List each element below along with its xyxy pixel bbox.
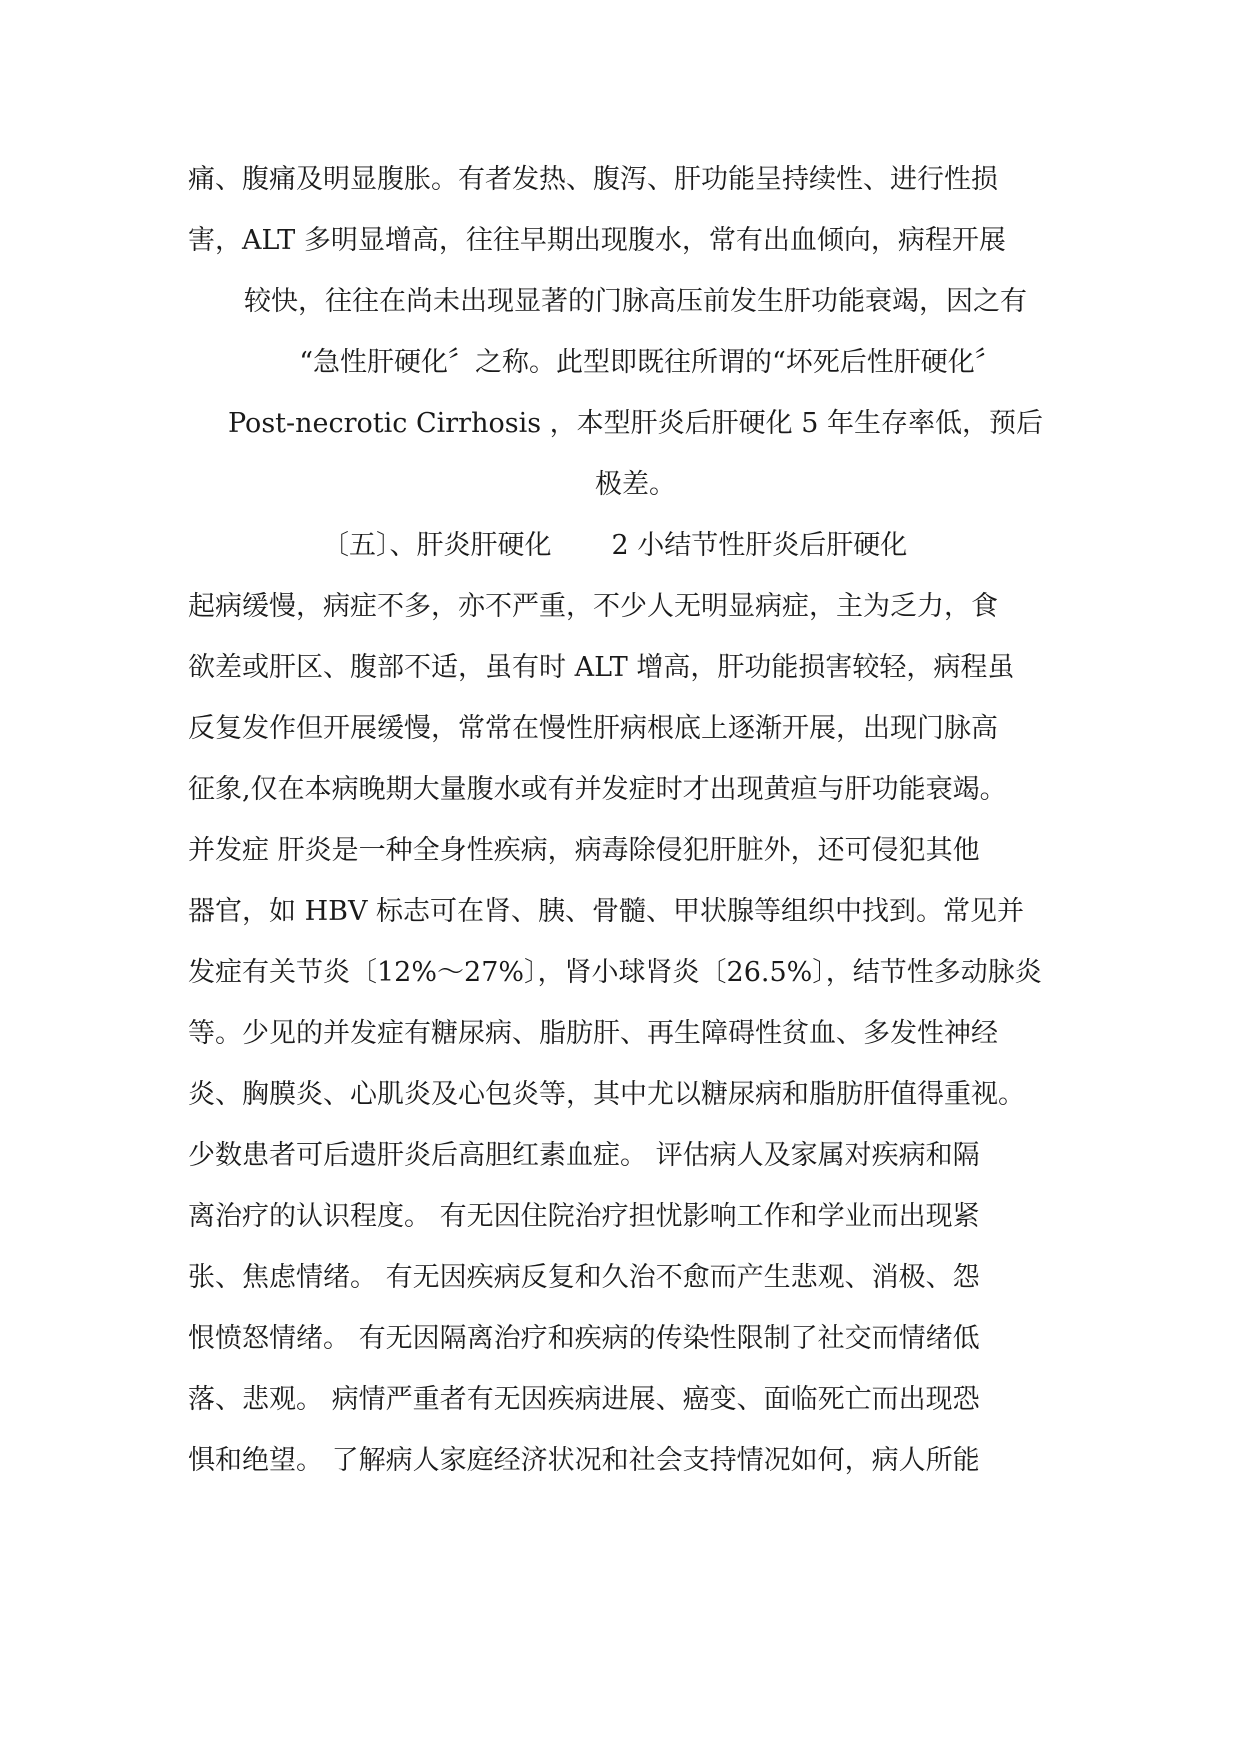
text-line: 等。少见的并发症有糖尿病、脂肪肝、再生障碍性贫血、多发性神经 <box>188 1018 998 1049</box>
text-line: 发症有关节炎〔12%～27%〕，肾小球肾炎〔26.5%〕，结节性多动脉炎 <box>188 957 1042 988</box>
text-line: 痛、腹痛及明显腹胀。有者发热、腹泻、肝功能呈持续性、进行性损 <box>188 164 998 195</box>
text-line: 害，ALT 多明显增高，往往早期出现腹水，常有出血倾向，病程开展 <box>188 225 1006 256</box>
section-heading-number: 〔五〕、肝炎肝硬化 <box>322 530 552 561</box>
text-line: 起病缓慢，病症不多，亦不严重，不少人无明显病症，主为乏力，食 <box>188 591 998 622</box>
text-line: 反复发作但开展缓慢，常常在慢性肝病根底上逐渐开展，出现门脉高 <box>188 713 998 744</box>
text-line: 征象,仅在本病晚期大量腹水或有并发症时才出现黄疸与肝功能衰竭。 <box>188 774 1007 805</box>
text-line: 炎、胸膜炎、心肌炎及心包炎等，其中尤以糖尿病和脂肪肝值得重视。 <box>188 1079 1025 1110</box>
text-line: 恨愤怒情绪。 有无因隔离治疗和疾病的传染性限制了社交而情绪低 <box>188 1323 980 1354</box>
text-line: 惧和绝望。 了解病人家庭经济状况和社会支持情况如何，病人所能 <box>188 1445 980 1476</box>
section-heading <box>0 526 1241 566</box>
text-line: 离治疗的认识程度。 有无因住院治疗担忧影响工作和学业而出现紧 <box>188 1201 980 1232</box>
text-line: Post-necrotic Cirrhosis ，本型肝炎后肝硬化 5 年生存率低，预后 <box>227 408 1044 439</box>
text-line: 落、悲观。 病情严重者有无因疾病进展、癌变、面临死亡而出现恐 <box>188 1384 980 1415</box>
text-line: 欲差或肝区、腹部不适，虽有时 ALT 增高，肝功能损害较轻，病程虽 <box>188 652 1015 683</box>
text-line: 较快，往往在尚未出现显著的门脉高压前发生肝功能衰竭，因之有 <box>244 286 1027 317</box>
text-line: 并发症 肝炎是一种全身性疾病，病毒除侵犯肝脏外，还可侵犯其他 <box>188 835 980 866</box>
section-heading-title: 2 小结节性肝炎后肝硬化 <box>611 530 908 561</box>
text-line: 张、焦虑情绪。 有无因疾病反复和久治不愈而产生悲观、消极、怨 <box>188 1262 980 1293</box>
text-line: “急性肝硬化〞之称。此型即既往所谓的“坏死后性肝硬化〞 <box>299 347 1002 378</box>
text-line: 器官，如 HBV 标志可在肾、胰、骨髓、甲状腺等组织中找到。常见并 <box>188 896 1025 927</box>
text-line: 少数患者可后遗肝炎后高胆红素血症。 评估病人及家属对疾病和隔 <box>188 1140 980 1171</box>
text-line: 极差。 <box>595 469 676 500</box>
